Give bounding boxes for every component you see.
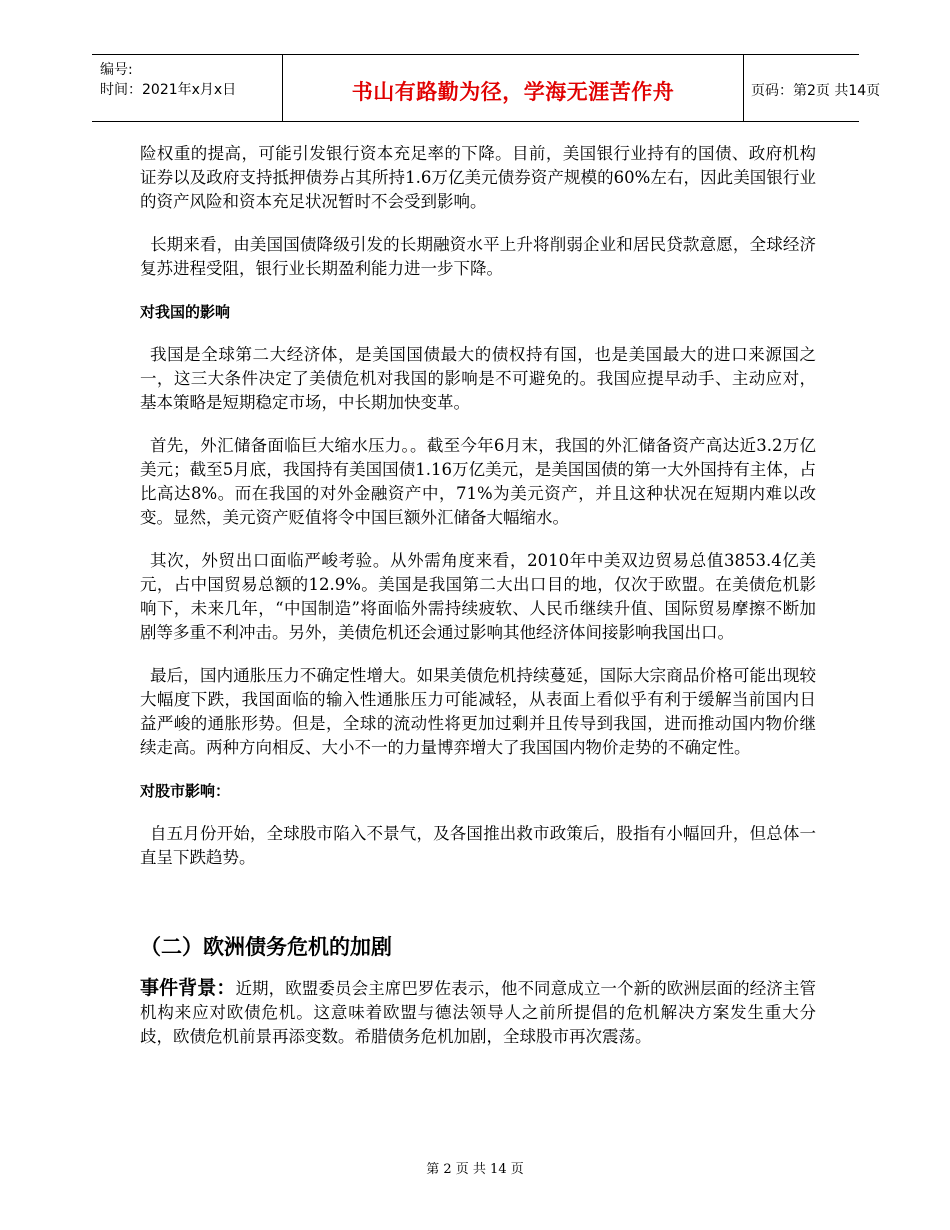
header-motto: 书山有路勤为径，学海无涯苦作舟 (351, 80, 675, 104)
paragraph: 险权重的提高，可能引发银行资本充足率的下降。目前，美国银行业持有的国债、政府机构证券以及政府支持抵押债券占其所持1.6万亿美元债券资产规模的60%左右，因此美国银行业的资产风险和资本充足状况暂时不会受到影响。 (140, 144, 816, 211)
document-time-label: 时间：2021年x月x日 (100, 82, 237, 98)
document-body (140, 142, 816, 1068)
event-background-paragraph (140, 976, 816, 1049)
paragraph: 我国是全球第二大经济体，是美国国债最大的债权持有国，也是美国最大的进口来源国之一，这三大条件决定了美债危机对我国的影响是不可避免的。我国应提早动手、主动应对，基本策略是短期稳定市场，中长期加快变革。 (140, 345, 816, 412)
header-meta-cell (92, 55, 282, 121)
paragraph: 长期来看，由美国国债降级引发的长期融资水平上升将削弱企业和居民贷款意愿，全球经济复苏进程受阻，银行业长期盈利能力进一步下降。 (140, 235, 816, 278)
header-page-cell (743, 55, 881, 121)
subheading-china-impact: 对我国的影响 (140, 303, 231, 321)
paragraph: 最后，国内通胀压力不确定性增大。如果美债危机持续蔓延，国际大宗商品价格可能出现较大幅度下跌，我国面临的输入性通胀压力可能减轻，从表面上看似乎有利于缓解当前国内日益严峻的通胀形势。但是，全球的流动性将更加过剩并且传导到我国，进而推动国内物价继续走高。两种方向相反、大小不一的力量博弈增大了我国国内物价走势的不确定性。 (140, 666, 816, 757)
section-title: （二）欧洲债务危机的加剧 (140, 935, 392, 959)
subheading-stock-impact: 对股市影响： (140, 782, 231, 800)
page-footer: 第 2 页 共 14 页 (426, 1162, 524, 1177)
paragraph: 首先，外汇储备面临巨大缩水压力。。截至今年6月末，我国的外汇储备资产高达近3.2万亿美元；截至5月底，我国持有美国国债1.16万亿美元，是美国国债的第一大外国持有主体，占比高达8%。而在我国的对外金融资产中，71%为美元资产，并且这种状况在短期内难以改变。显然，美元资产贬值将令中国巨额外汇储备大幅缩水。 (140, 436, 816, 527)
header-page-info: 页码：第2页 共14页 (751, 83, 881, 99)
event-background-label: 事件背景： (140, 977, 236, 999)
event-background-text: 近期，欧盟委员会主席巴罗佐表示，他不同意成立一个新的欧洲层面的经济主管机构来应对欧债危机。这意味着欧盟与德法领导人之前所提倡的危机解决方案发生重大分歧，欧债危机前景再添变数。希腊债务危机加剧，全球股市再次震荡。 (140, 979, 816, 1046)
page-header (92, 54, 881, 122)
header-motto-cell (282, 55, 744, 121)
paragraph: 其次，外贸出口面临严峻考验。从外需角度来看，2010年中美双边贸易总值3853.4亿美元，占中国贸易总额的12.9%。美国是我国第二大出口目的地，仅次于欧盟。在美债危机影响下，未来几年，“中国制造”将面临外需持续疲软、人民币继续升值、国际贸易摩擦不断加剧等多重不利冲击。另外，美债危机还会通过影响其他经济体间接影响我国出口。 (140, 551, 816, 642)
document-number-label: 编号: (100, 62, 133, 78)
paragraph: 自五月份开始，全球股市陷入不景气，及各国推出救市政策后，股指有小幅回升，但总体一直呈下跌趋势。 (140, 824, 816, 867)
